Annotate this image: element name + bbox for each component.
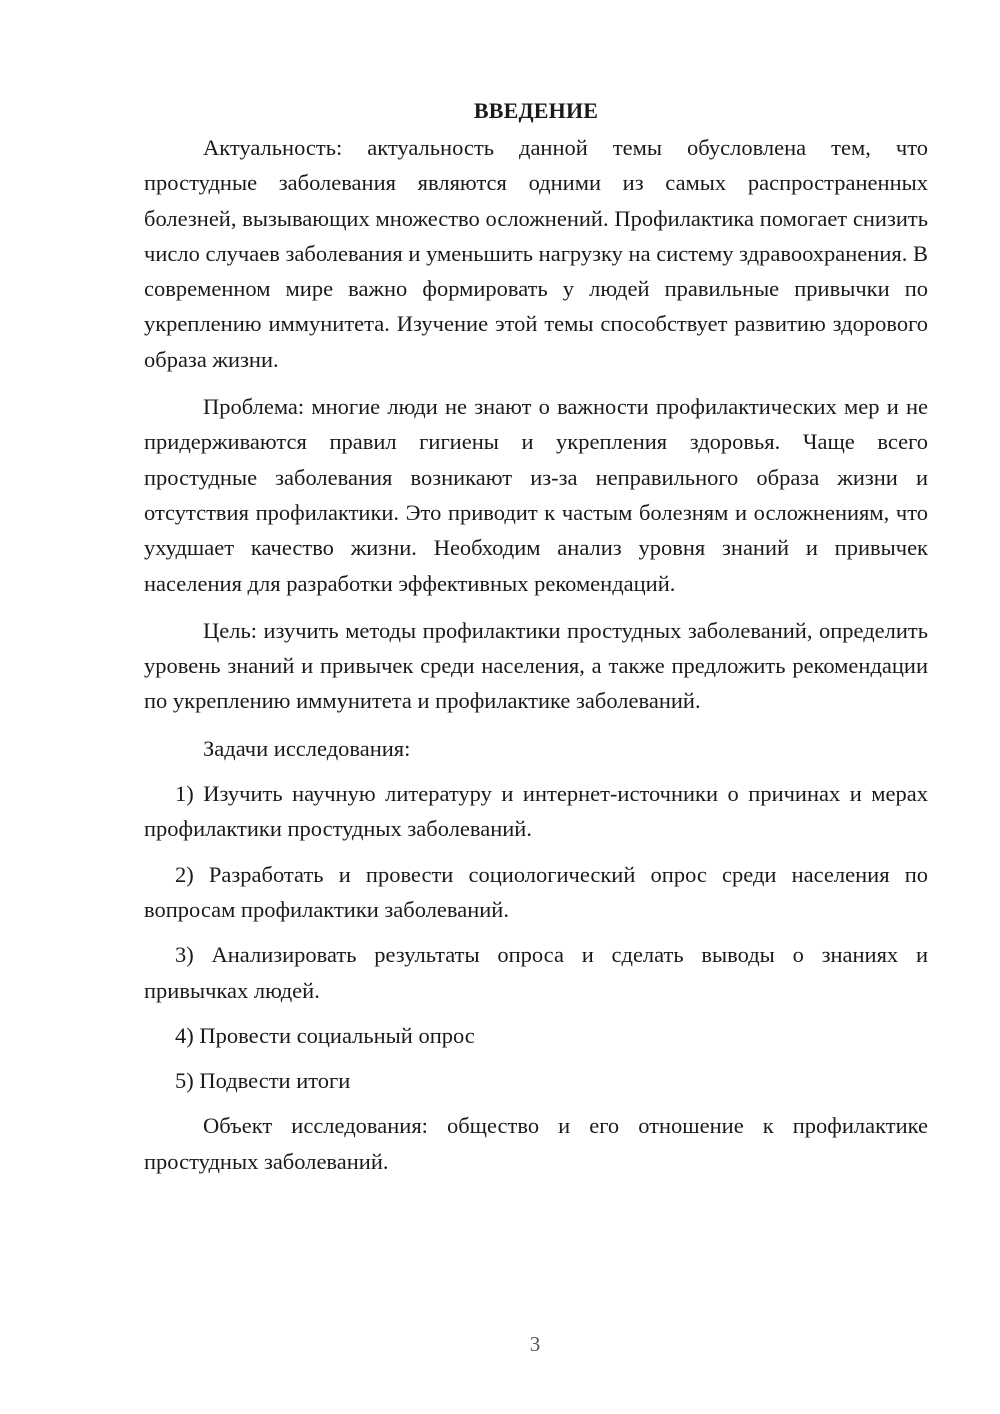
task-item-2: 2) Разработать и провести социологический опрос среди населения по вопросам профилактики заболеваний. (144, 861, 928, 922)
paragraph-problem: Проблема: многие люди не знают о важности профилактических мер и не придерживаются правил гигиены и укрепления здоровья. Чаще всего простудные заболевания возникают из-за неправильного образа жизни и отсутствия профилактики. Это приводит к частым болезням и осложнениям, что ухудшает качество жизни. Необходим анализ уровня знаний и привычек населения для разработки эффективных рекомендаций. (144, 394, 928, 596)
page-number: 3 (529, 1332, 541, 1356)
document-page (144, 94, 928, 1179)
paragraph-goal: Цель: изучить методы профилактики простудных заболеваний, определить уровень знаний и привычек среди населения, а также предложить рекомендации по укреплению иммунитета и профилактике заболеваний. (144, 617, 928, 714)
paragraph-relevance: Актуальность: актуальность данной темы обусловлена тем, что простудные заболевания являются одними из самых распространенных болезней, вызывающих множество осложнений. Профилактика помогает снизить число случаев заболевания и уменьшить нагрузку на систему здравоохранения. В современном мире важно формировать у людей правильные привычки по укреплению иммунитета. Изучение этой темы способствует развитию здорового образа жизни. (144, 135, 928, 372)
task-item-1: 1) Изучить научную литературу и интернет-источники о причинах и мерах профилактики простудных заболеваний. (144, 781, 928, 842)
task-item-3: 3) Анализировать результаты опроса и сделать выводы о знаниях и привычках людей. (144, 942, 928, 1003)
section-heading: ВВЕДЕНИЕ (473, 98, 599, 123)
task-item-4: 4) Провести социальный опрос (175, 1022, 475, 1048)
paragraph-object: Объект исследования: общество и его отношение к профилактике простудных заболеваний. (144, 1113, 928, 1174)
paragraph-tasks-intro: Задачи исследования: (203, 735, 411, 761)
task-item-5: 5) Подвести итоги (175, 1068, 351, 1094)
